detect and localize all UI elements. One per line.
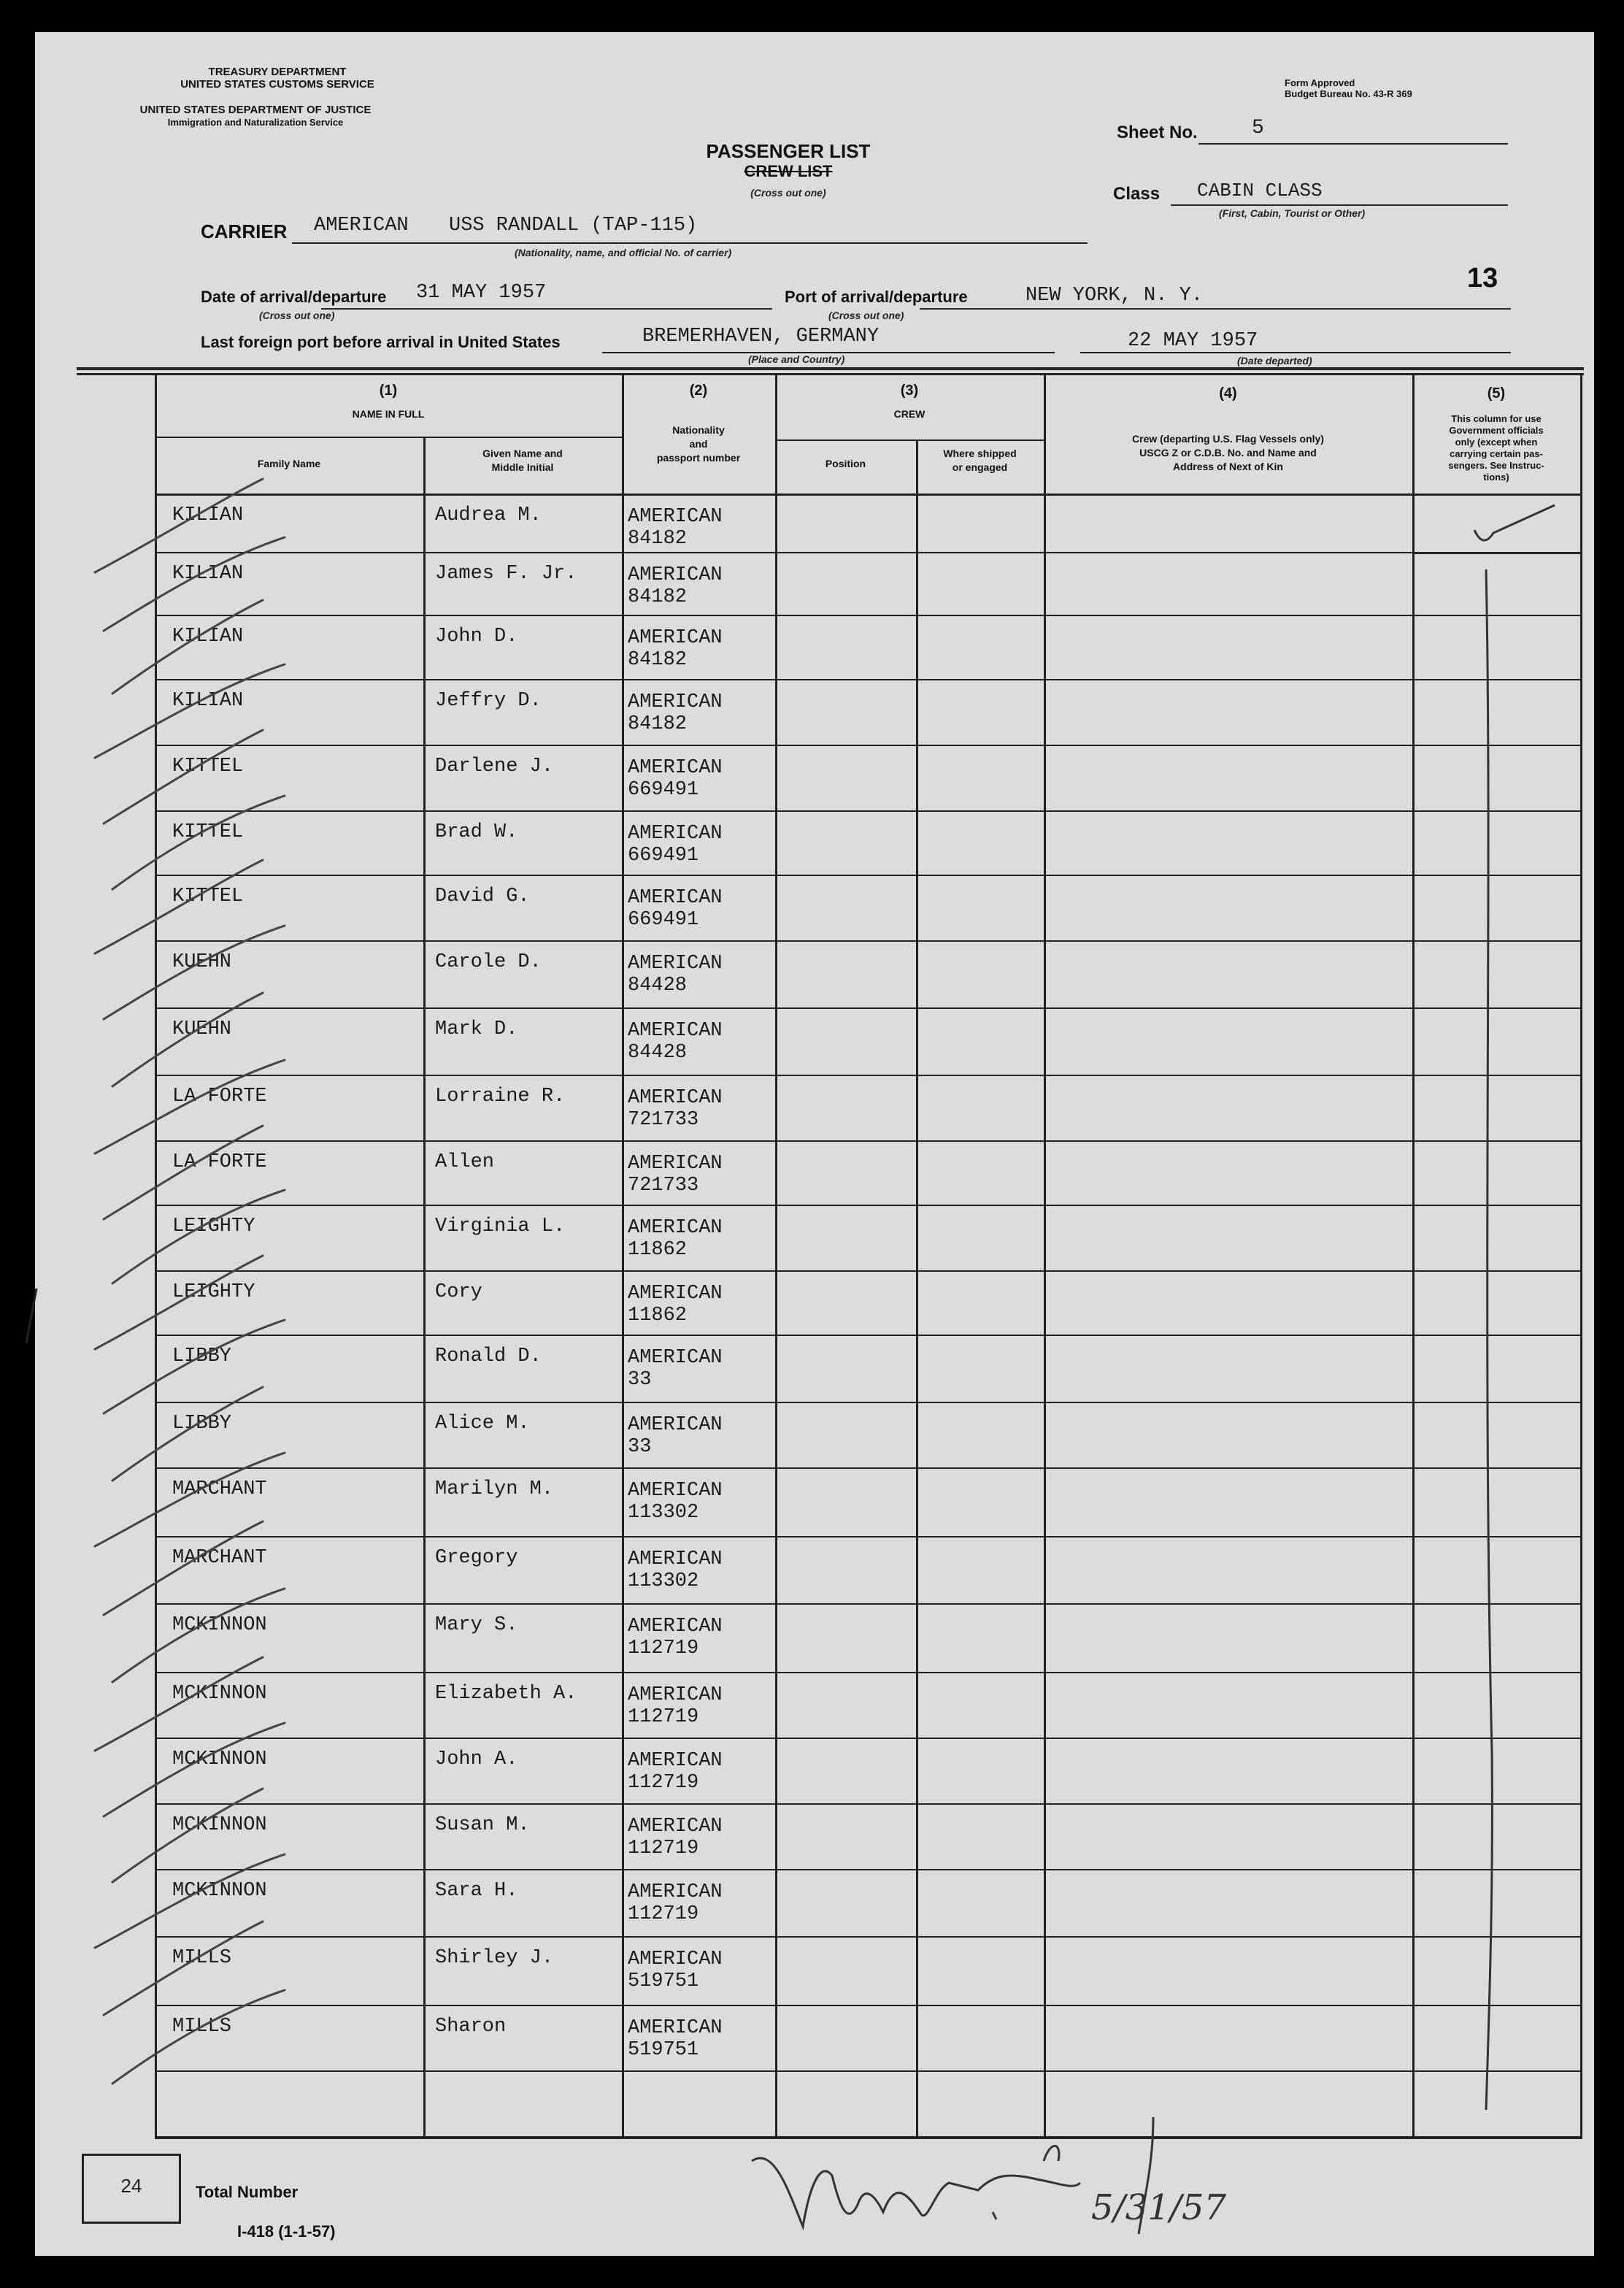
total-value: 24 bbox=[120, 2175, 142, 2197]
page-title: PASSENGER LIST bbox=[706, 140, 871, 162]
family-name-cell: LA FORTE bbox=[172, 1086, 267, 1107]
col1-given-b: Middle Initial bbox=[491, 461, 554, 473]
given-name-cell: Mary S. bbox=[435, 1614, 518, 1636]
last-port-date: 22 MAY 1957 bbox=[1128, 330, 1258, 352]
nationality-cell: AMERICAN bbox=[628, 1616, 723, 1638]
col4-line-b: USCG Z or C.D.B. No. and Name and bbox=[1139, 447, 1317, 458]
family-name-cell: LEIGHTY bbox=[172, 1281, 255, 1303]
passport-number-cell: 669491 bbox=[628, 909, 699, 931]
passport-number-cell: 721733 bbox=[628, 1175, 699, 1197]
family-name-cell: MCKINNON bbox=[172, 1614, 267, 1636]
given-name-cell: Jeffry D. bbox=[435, 690, 542, 712]
family-name-cell: MCKINNON bbox=[172, 1748, 267, 1770]
nationality-cell: AMERICAN bbox=[628, 1020, 723, 1042]
given-name-cell: Mark D. bbox=[435, 1018, 518, 1040]
passport-number-cell: 84428 bbox=[628, 1042, 688, 1064]
nationality-cell: AMERICAN bbox=[628, 1347, 723, 1369]
given-name-cell: Elizabeth A. bbox=[435, 1683, 577, 1705]
passport-number-cell: 84428 bbox=[628, 975, 688, 997]
class-label: Class bbox=[1113, 184, 1161, 204]
last-port-note: (Place and Country) bbox=[748, 353, 845, 365]
passport-number-cell: 112719 bbox=[628, 1838, 699, 1859]
nationality-cell: AMERICAN bbox=[628, 691, 723, 713]
title-note: (Cross out one) bbox=[750, 187, 826, 199]
agency-line-1: TREASURY DEPARTMENT bbox=[208, 66, 347, 78]
col3-number: (3) bbox=[900, 383, 919, 399]
family-name-cell: MILLS bbox=[172, 2016, 232, 2038]
family-name-cell: MCKINNON bbox=[172, 1683, 267, 1705]
col3-where-a: Where shipped bbox=[943, 448, 1017, 459]
col1-title: NAME IN FULL bbox=[352, 408, 425, 420]
sheet-label: Sheet No. bbox=[1117, 123, 1198, 142]
last-port-date-note: (Date departed) bbox=[1237, 355, 1312, 366]
passport-number-cell: 112719 bbox=[628, 1638, 699, 1659]
nationality-cell: AMERICAN bbox=[628, 1283, 723, 1305]
check-slash-mark bbox=[112, 600, 263, 694]
check-slash-mark bbox=[95, 860, 263, 953]
check-slash-mark bbox=[95, 479, 263, 572]
col4-number: (4) bbox=[1219, 385, 1237, 402]
check-slash-mark bbox=[112, 796, 285, 889]
nationality-cell: AMERICAN bbox=[628, 953, 723, 975]
given-name-cell: James F. Jr. bbox=[435, 563, 577, 585]
given-name-cell: Alice M. bbox=[435, 1413, 530, 1435]
nationality-cell: AMERICAN bbox=[628, 1949, 723, 1970]
form-number: I-418 (1-1-57) bbox=[237, 2222, 336, 2241]
family-name-cell: KITTEL bbox=[172, 886, 244, 907]
passport-number-cell: 519751 bbox=[628, 1970, 699, 1992]
check-slash-mark bbox=[104, 1723, 285, 1816]
carrier-note: (Nationality, name, and official No. of carrier) bbox=[515, 247, 732, 258]
nationality-cell: AMERICAN bbox=[628, 757, 723, 779]
passport-number-cell: 112719 bbox=[628, 1772, 699, 1794]
arrival-port-value: NEW YORK, N. Y. bbox=[1025, 285, 1204, 307]
given-name-cell: Sara H. bbox=[435, 1880, 518, 1902]
check-slash-mark bbox=[95, 1657, 263, 1751]
given-name-cell: Cory bbox=[435, 1281, 482, 1303]
nationality-cell: AMERICAN bbox=[628, 1087, 723, 1109]
check-slash-mark bbox=[112, 1190, 285, 1283]
check-slash-mark bbox=[104, 1521, 263, 1615]
col4-line-c: Address of Next of Kin bbox=[1173, 461, 1283, 472]
passport-number-cell: 11862 bbox=[628, 1305, 688, 1327]
nationality-cell: AMERICAN bbox=[628, 506, 723, 528]
sheet-value: 5 bbox=[1252, 117, 1264, 139]
family-name-cell: LEIGHTY bbox=[172, 1216, 255, 1237]
col3-position-header: Position bbox=[825, 458, 866, 469]
given-name-cell: John A. bbox=[435, 1748, 518, 1770]
class-value: CABIN CLASS bbox=[1197, 180, 1323, 201]
nationality-cell: AMERICAN bbox=[628, 627, 723, 649]
family-name-cell: KITTEL bbox=[172, 756, 244, 778]
check-slash-mark bbox=[104, 730, 263, 824]
col5-line-a: This column for use bbox=[1451, 413, 1542, 424]
family-name-cell: MILLS bbox=[172, 1947, 232, 1969]
given-name-cell: Gregory bbox=[435, 1547, 518, 1569]
given-name-cell: Allen bbox=[435, 1151, 495, 1173]
given-name-cell: John D. bbox=[435, 626, 518, 648]
family-name-cell: KILIAN bbox=[172, 563, 244, 585]
check-slash-mark bbox=[104, 1922, 263, 2015]
given-name-cell: Audrea M. bbox=[435, 504, 542, 526]
nationality-cell: AMERICAN bbox=[628, 564, 723, 586]
passport-number-cell: 669491 bbox=[628, 779, 699, 801]
col2-line-c: passport number bbox=[656, 452, 741, 464]
col5-line-d: carrying certain pas- bbox=[1450, 448, 1543, 459]
page-number: 13 bbox=[1467, 263, 1498, 293]
check-mark bbox=[1474, 505, 1555, 540]
class-note: (First, Cabin, Tourist or Other) bbox=[1219, 207, 1366, 219]
nationality-cell: AMERICAN bbox=[628, 1881, 723, 1903]
col5-line-f: tions) bbox=[1483, 472, 1509, 483]
passport-number-cell: 113302 bbox=[628, 1570, 699, 1592]
carrier-label: CARRIER bbox=[201, 220, 288, 242]
given-name-cell: Marilyn M. bbox=[435, 1478, 554, 1500]
family-name-cell: KILIAN bbox=[172, 690, 244, 712]
signature-date: 5/31/57 bbox=[1091, 2187, 1227, 2228]
last-port-label: Last foreign port before arrival in United States bbox=[201, 333, 561, 351]
passport-number-cell: 11862 bbox=[628, 1239, 688, 1261]
total-label: Total Number bbox=[196, 2183, 299, 2201]
nationality-cell: AMERICAN bbox=[628, 887, 723, 909]
family-name-cell: KILIAN bbox=[172, 626, 244, 648]
col1-given-a: Given Name and bbox=[482, 448, 563, 459]
col2-line-a: Nationality bbox=[672, 424, 725, 436]
col3-title: CREW bbox=[893, 408, 925, 420]
given-name-cell: David G. bbox=[435, 886, 530, 907]
carrier-nationality: AMERICAN bbox=[314, 215, 409, 237]
col5-number: (5) bbox=[1487, 385, 1506, 402]
nationality-cell: AMERICAN bbox=[628, 2017, 723, 2039]
given-name-cell: Brad W. bbox=[435, 821, 518, 843]
passport-number-cell: 84182 bbox=[628, 713, 688, 735]
family-name-cell: LIBBY bbox=[172, 1345, 232, 1367]
passport-number-cell: 33 bbox=[628, 1369, 652, 1391]
given-name-cell: Ronald D. bbox=[435, 1345, 542, 1367]
agency-line-2: UNITED STATES CUSTOMS SERVICE bbox=[180, 78, 374, 91]
check-slash-mark bbox=[112, 1589, 285, 1682]
passport-number-cell: 519751 bbox=[628, 2039, 699, 2061]
col2-number: (2) bbox=[689, 383, 708, 399]
check-slash-mark bbox=[112, 1990, 285, 2084]
check-slash-mark bbox=[112, 1789, 263, 1882]
margin-mark bbox=[26, 1289, 36, 1343]
col1-family-header: Family Name bbox=[257, 458, 321, 469]
arrival-date-label: Date of arrival/departure bbox=[201, 288, 387, 306]
given-name-cell: Sharon bbox=[435, 2016, 507, 2038]
nationality-cell: AMERICAN bbox=[628, 823, 723, 845]
passport-number-cell: 721733 bbox=[628, 1109, 699, 1131]
col2-line-b: and bbox=[689, 438, 708, 450]
col1-number: (1) bbox=[379, 383, 398, 399]
tick-column-line bbox=[1486, 569, 1492, 2110]
check-slash-mark bbox=[104, 537, 285, 631]
col4-line-a: Crew (departing U.S. Flag Vessels only) bbox=[1132, 433, 1324, 445]
passport-number-cell: 112719 bbox=[628, 1706, 699, 1728]
nationality-cell: AMERICAN bbox=[628, 1750, 723, 1772]
nationality-cell: AMERICAN bbox=[628, 1414, 723, 1436]
check-slash-mark bbox=[112, 993, 263, 1086]
arrival-port-note: (Cross out one) bbox=[828, 310, 904, 321]
nationality-cell: AMERICAN bbox=[628, 1548, 723, 1570]
nationality-cell: AMERICAN bbox=[628, 1153, 723, 1175]
family-name-cell: KILIAN bbox=[172, 504, 244, 526]
nationality-cell: AMERICAN bbox=[628, 1684, 723, 1706]
check-slash-mark bbox=[95, 664, 285, 758]
check-slash-mark bbox=[104, 1126, 263, 1219]
nationality-cell: AMERICAN bbox=[628, 1480, 723, 1502]
family-name-cell: LA FORTE bbox=[172, 1151, 267, 1173]
nationality-cell: AMERICAN bbox=[628, 1816, 723, 1838]
passport-number-cell: 669491 bbox=[628, 845, 699, 867]
carrier-vessel: USS RANDALL (TAP-115) bbox=[449, 215, 698, 237]
given-name-cell: Carole D. bbox=[435, 951, 542, 973]
passport-number-cell: 84182 bbox=[628, 528, 688, 550]
col3-where-b: or engaged bbox=[952, 461, 1008, 473]
family-name-cell: MCKINNON bbox=[172, 1814, 267, 1836]
col5-line-e: sengers. See Instruc- bbox=[1448, 460, 1544, 471]
agency-line-3: UNITED STATES DEPARTMENT OF JUSTICE bbox=[139, 104, 372, 116]
family-name-cell: KUEHN bbox=[172, 951, 232, 973]
check-slash-mark bbox=[104, 926, 285, 1019]
passport-number-cell: 112719 bbox=[628, 1903, 699, 1925]
form-approved-line-2: Budget Bureau No. 43-R 369 bbox=[1285, 88, 1412, 99]
check-slash-mark bbox=[104, 1320, 285, 1413]
arrival-port-label: Port of arrival/departure bbox=[785, 288, 968, 306]
form-approved-line-1: Form Approved bbox=[1285, 77, 1355, 88]
last-port-value: BREMERHAVEN, GERMANY bbox=[642, 326, 880, 348]
check-slash-mark bbox=[95, 1060, 285, 1153]
arrival-date-value: 31 MAY 1957 bbox=[416, 282, 547, 304]
check-slash-mark bbox=[95, 1453, 285, 1546]
given-name-cell: Shirley J. bbox=[435, 1947, 554, 1969]
passport-number-cell: 84182 bbox=[628, 586, 688, 608]
family-name-cell: MARCHANT bbox=[172, 1547, 267, 1569]
check-slash-mark bbox=[112, 1387, 263, 1481]
passport-number-cell: 33 bbox=[628, 1436, 652, 1458]
col5-line-c: only (except when bbox=[1455, 437, 1538, 448]
family-name-cell: MCKINNON bbox=[172, 1880, 267, 1902]
given-name-cell: Darlene J. bbox=[435, 756, 554, 778]
col5-line-b: Government officials bbox=[1449, 425, 1544, 436]
check-slash-mark bbox=[95, 1854, 285, 1948]
family-name-cell: KITTEL bbox=[172, 821, 244, 843]
crew-list-struck: CREW LIST bbox=[744, 162, 833, 180]
family-name-cell: LIBBY bbox=[172, 1413, 232, 1435]
nationality-cell: AMERICAN bbox=[628, 1217, 723, 1239]
family-name-cell: KUEHN bbox=[172, 1018, 232, 1040]
passport-number-cell: 113302 bbox=[628, 1502, 699, 1524]
arrival-date-note: (Cross out one) bbox=[259, 310, 335, 321]
check-slash-mark bbox=[95, 1256, 263, 1349]
agency-line-4: Immigration and Naturalization Service bbox=[167, 117, 344, 128]
family-name-cell: MARCHANT bbox=[172, 1478, 267, 1500]
passport-number-cell: 84182 bbox=[628, 649, 688, 671]
given-name-cell: Lorraine R. bbox=[435, 1086, 566, 1107]
given-name-cell: Susan M. bbox=[435, 1814, 530, 1836]
given-name-cell: Virginia L. bbox=[435, 1216, 566, 1237]
